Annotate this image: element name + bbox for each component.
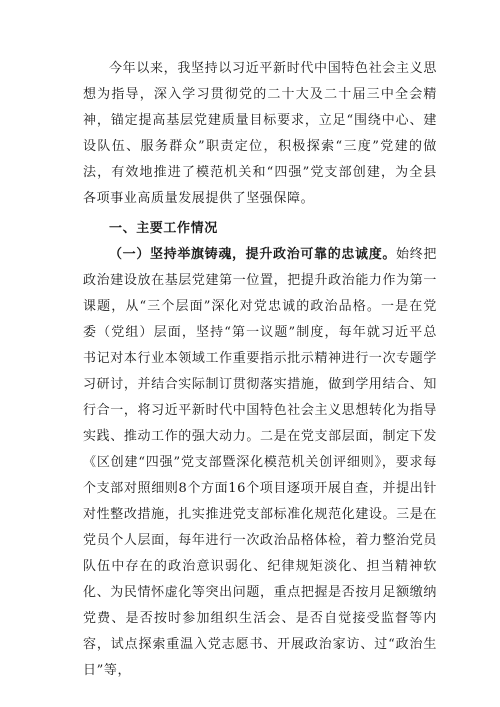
body-text: 始终把政治建设放在基层党建第一位置，把提升政治能力作为第一课题，从“三个层面”深化对党忠诚的政治品格。一是在党委（党组）层面，坚持“第一议题”制度，每年就习近平总书记对本行业本领域工作重要指示批示精神进行一次专题学习研讨，并结合实际制订贯彻落实措施，做到学用结合、知行合一，将习近平新时代中国特色社会主义思想转化为指导实践、推动工作的强大动力。二是在党支部层面，制定下发《区创建“四强”党支部暨深化模范机关创评细则》，要求每个支部对照细则8个方面16个项目逐项开展自查，并提出针对性整改措施，扎实推进党支部标准化规范化建设。三是在党员个人层面，每年进行一次政治品格体检，着力整治党员队伍中存在的政治意识弱化、纪律规矩淡化、担当精神软化、为民情怀虚化等突出问题，重点把握是否按月足额缴纳党费、是否按时参加组织生活会、是否自觉接受监督等内容，试点探索重温入党志愿书、开展政治家访、过“政治生日”等， bbox=[83, 247, 437, 678]
intro-paragraph: 今年以来，我坚持以习近平新时代中国特色社会主义思想为指导，深入学习贯彻党的二十大及二十届三中全会精神，锚定提高基层党建质量目标要求，立足“围绕中心、建设队伍、服务群众”职责定位，积极探索“三度”党建的做法，有效地推进了模范机关和“四强”党支部创建，为全县各项事业高质量发展提供了坚强保障。 bbox=[83, 61, 437, 206]
document-page bbox=[83, 56, 437, 684]
sub-heading: （一）坚持举旗铸魂，提升政治可靠的忠诚度。 bbox=[109, 247, 397, 262]
body-paragraph bbox=[83, 242, 437, 684]
section-heading: 一、主要工作情况 bbox=[109, 221, 218, 236]
